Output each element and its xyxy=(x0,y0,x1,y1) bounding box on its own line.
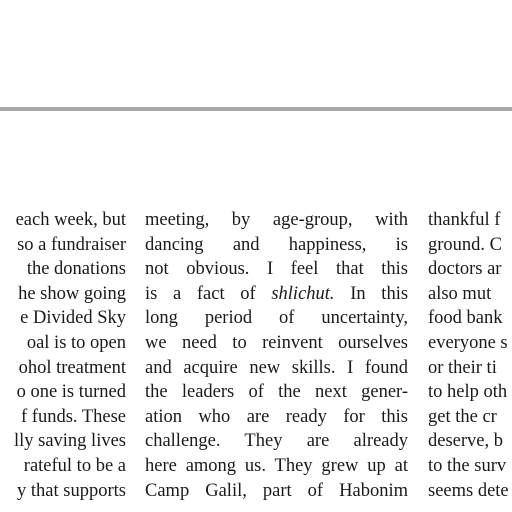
text-line: not obvious. I feel that this xyxy=(145,259,408,280)
text-segment: In this xyxy=(350,283,408,304)
italic-term: shlichut. xyxy=(271,283,335,304)
text-line: rateful to be a xyxy=(23,455,126,476)
text-line: the donations xyxy=(26,259,126,280)
text-line: lly saving lives xyxy=(13,431,126,452)
text-line: and acquire new skills. I found xyxy=(145,357,408,378)
text-line: oal is to open xyxy=(26,332,126,353)
text-line: f funds. These xyxy=(21,406,126,427)
text-line: or their ti xyxy=(428,357,497,378)
text-line: get the cr xyxy=(428,406,497,427)
text-line: o one is turned xyxy=(16,382,126,403)
text-line: long period of uncertainty, xyxy=(145,308,408,329)
text-segment: is a fact of xyxy=(145,283,256,304)
header-rule xyxy=(0,107,512,111)
text-line: meeting, by age-group, with xyxy=(145,210,408,230)
text-line: challenge. They are already xyxy=(145,431,408,452)
text-column-right xyxy=(428,208,512,503)
text-line: Camp Galil, part of Habonim xyxy=(145,480,408,501)
text-line: seems dete xyxy=(428,480,509,501)
text-line: we need to reinvent ourselves xyxy=(145,332,408,353)
text-line: ohol treatment xyxy=(18,357,126,378)
text-line: the leaders of the next gener- xyxy=(145,382,408,403)
text-line: doctors ar xyxy=(428,259,502,280)
text-line: thankful f xyxy=(428,210,501,230)
text-line: dancing and happiness, is xyxy=(145,234,408,255)
text-column-left xyxy=(0,208,126,503)
text-line: y that supports xyxy=(17,480,126,501)
text-line: each week, but xyxy=(15,210,126,230)
text-line: here among us. They grew up at xyxy=(145,455,408,476)
text-line-mixed xyxy=(145,282,408,307)
text-line: so a fundraiser xyxy=(17,234,126,255)
text-line: to help oth xyxy=(428,382,508,403)
text-line: everyone s xyxy=(428,332,508,353)
text-line: deserve, b xyxy=(428,431,503,452)
text-line: to the surv xyxy=(428,455,507,476)
text-line: food bank xyxy=(428,308,503,329)
text-line: ground. C xyxy=(428,234,502,255)
text-line: he show going xyxy=(18,283,126,304)
text-column-middle xyxy=(145,208,408,503)
text-line: also mut xyxy=(428,283,492,304)
text-line: e Divided Sky xyxy=(20,308,126,329)
text-line: ation who are ready for this xyxy=(145,406,408,427)
